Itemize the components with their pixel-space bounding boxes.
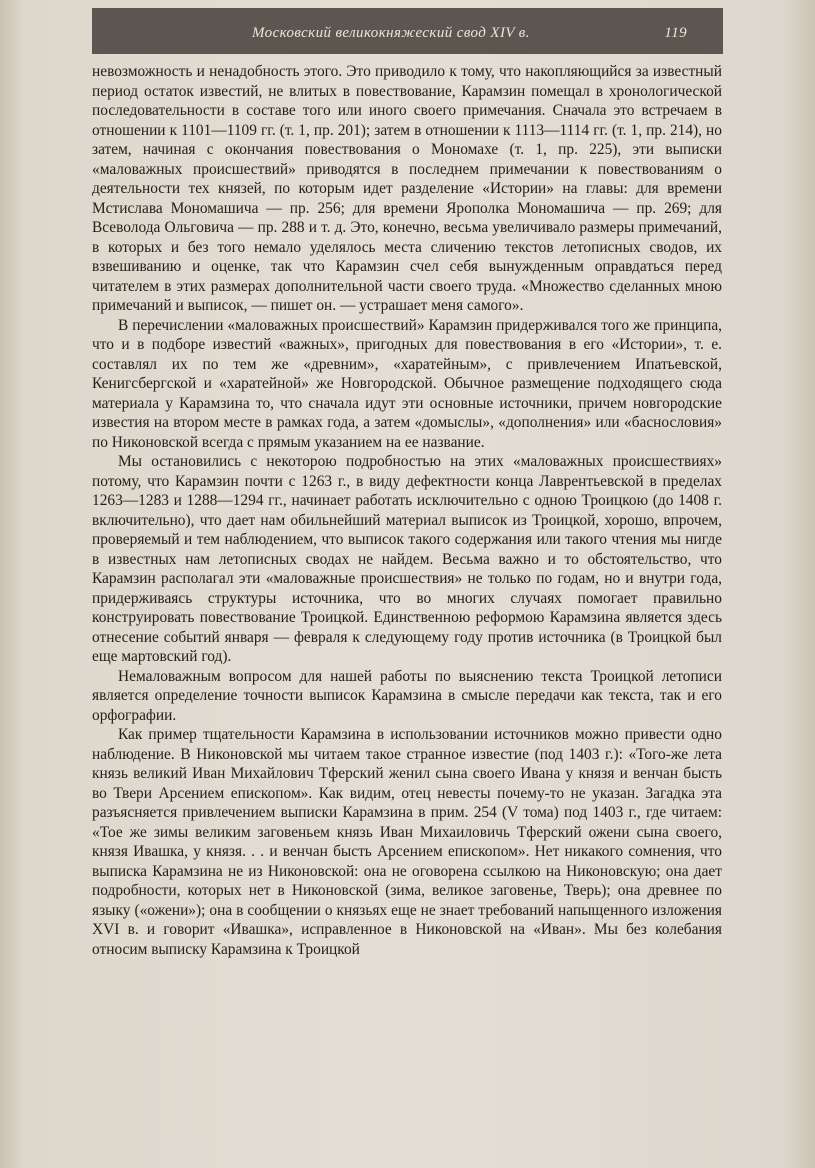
paragraph: В перечислении «маловажных происшествий» Карамзин придерживался того же принципа, что и в подборе известий «важных», пригодных для повествования в его «Истории», т. е. составлял их по тем же «древним», «харатейным», с привлечением Ипатьевской, Кенигсбергской и «харатейной» же Новгородской. Обычное размещение подходящего сюда материала у Карамзина то, что сначала идут эти основные источники, причем новгородские известия на втором месте в рамках года, а затем «домыслы», «дополнения» или «баснословия» по Никоновской всегда с прямым указанием на ее название. [92,316,722,451]
page-header [92,8,723,54]
paragraph: Немаловажным вопросом для нашей работы по выяснению текста Троицкой летописи является определение точности выписок Карамзина в смысле передачи как текста, так и его орфографии. [92,667,722,724]
running-head: Московский великокняжеский свод XIV в. [252,25,530,41]
page-number: 119 [664,25,687,41]
paragraph: Мы остановились с некоторою подробностью на этих «маловажных происшествиях» потому, что Карамзин почти с 1263 г., в виду дефектности конца Лаврентьевской в пределах 1263—1283 и 1288—1294 гг., начинает работать исключительно с одною Троицкою (до 1408 г. включительно), что дает нам обильнейший материал выписок из Троицкой, хорошо, впрочем, проверяемый и тем наблюдением, что выписок такого содержания или такого чтения мы нигде в известных нам летописных сводах не найдем. Весьма важно и то обстоятельство, что Карамзин располагал эти «маловажные происшествия» не только по годам, но и внутри года, придерживаясь структуры источника, что во многих случаях помогает правильно конструировать повествование Троицкой. Единственною реформою Карамзина является здесь отнесение событий января — февраля к следующему году против источника (в Троицкой был еще мартовский год). [92,453,722,665]
body-text [92,62,722,959]
paragraph: невозможность и ненадобность этого. Это приводило к тому, что накопляющийся за известный период остаток известий, не влитых в повествование, Карамзин помещал в хронологической последовательности в составе того или иного своего примечания. Сначала это встречаем в отношении к 1101—1109 гг. (т. 1, пр. 201); затем в отношении к 1113—1114 гг. (т. 1, пр. 214), но затем, начиная с окончания повествования о Мономахе (т. 1, пр. 225), эти выписки «маловажных происшествий» приводятся в последнем примечании к повествованиям о деятельности тех князей, по которым идет разделение «Истории» на главы: для времени Мстислава Мономашича — пр. 256; для времени Ярополка Мономашича — пр. 269; для Всеволода Ольговича — пр. 288 и т. д. Это, конечно, весьма увеличивало размеры примечаний, в которых и без того немало уделялось места сличению текстов летописных сводов, их взвешиванию и оценке, так что Карамзин счел себя вынужденным оправдаться перед читателем в этих размерах дополнительной части своего труда. «Множество сделанных мною примечаний и выписок, — пишет он. — устрашает меня самого». [92,63,722,314]
paragraph: Как пример тщательности Карамзина в использовании источников можно привести одно наблюдение. В Никоновской мы читаем такое странное известие (под 1403 г.): «Того-же лета князь великий Иван Михайлович Тферский женил сына своего Ивана у князя и венчан бысть во Твери Арсением епископом». Как видим, отец невесты почему-то не указан. Загадка эта разъясняется привлечением выписки Карамзина в прим. 254 (V тома) под 1403 г., где читаем: «Тое же зимы великим заговеньем князь Иван Михаиловичь Тферский ожени сына своего, князя Ивашка, у князя. . . и венчан бысть Арсением епископом». Нет никакого сомнения, что выписка Карамзина не из Никоновской: она не оговорена ссылкою на Никоновскую; она дает подробности, которых нет в Никоновской (зима, великое заговенье, Тверь); она древнее по языку («ожени»); она в сообщении о князьях еще не знает требований напыщенного изложения XVI в. и говорит «Ивашка», исправленное в Никоновской на «Иван». Мы без колебания относим выписку Карамзина к Троицкой [92,726,722,958]
